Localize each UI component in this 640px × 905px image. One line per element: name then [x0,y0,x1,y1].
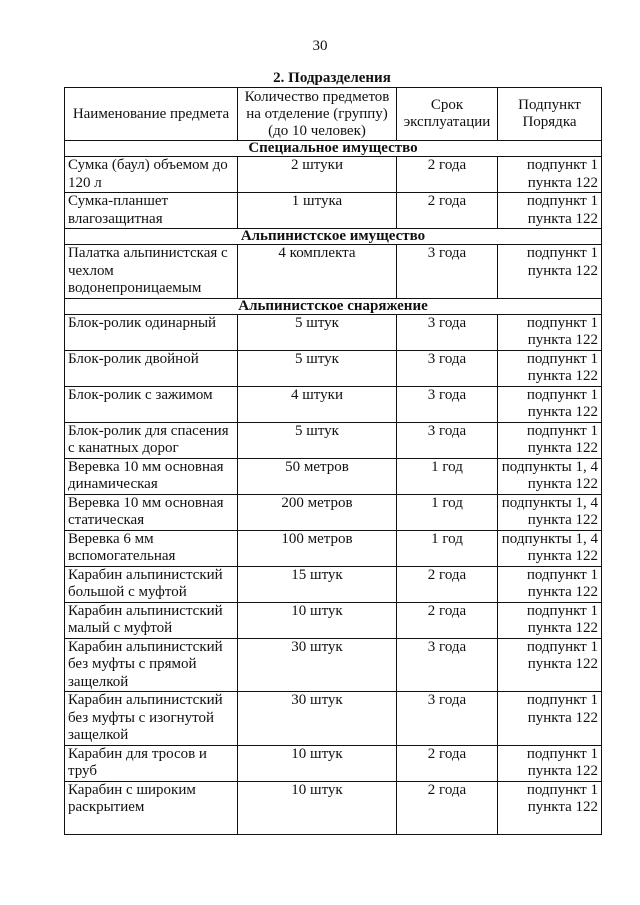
item-term: 1 год [397,530,498,566]
item-quantity: 4 комплекта [238,245,397,299]
equipment-table [64,87,602,835]
item-reference: подпункты 1, 4 пункта 122 [498,530,602,566]
item-name: Карабин с широким раскрытием [65,781,238,834]
item-quantity: 5 штук [238,350,397,386]
item-name: Сумка (баул) объемом до 120 л [65,157,238,193]
item-reference: подпункт 1 пункта 122 [498,566,602,602]
page-number: 30 [312,38,328,54]
item-name: Блок-ролик с зажимом [65,386,238,422]
item-name: Палатка альпинистская с чехлом водонепроницаемым [65,245,238,299]
table-row [65,245,602,299]
item-term: 3 года [397,350,498,386]
item-quantity: 5 штук [238,314,397,350]
table-row [65,530,602,566]
header-quantity: Количество предметов на отделение (группу) (до 10 человек) [238,88,397,141]
item-name: Веревка 10 мм основная статическая [65,494,238,530]
table-row [65,386,602,422]
table-row [65,692,602,746]
item-term: 3 года [397,245,498,299]
item-quantity: 4 штуки [238,386,397,422]
category-title: Специальное имущество [65,141,602,157]
table-row [65,602,602,638]
item-reference: подпункт 1 пункта 122 [498,692,602,746]
item-quantity: 5 штук [238,422,397,458]
item-term: 1 год [397,494,498,530]
item-term: 2 года [397,193,498,229]
header-term: Срок эксплуатации [397,88,498,141]
item-reference: подпункт 1 пункта 122 [498,350,602,386]
category-row [65,229,602,245]
item-reference: подпункт 1 пункта 122 [498,245,602,299]
item-name: Карабин альпинистский без муфты с прямой защелкой [65,638,238,692]
item-quantity: 1 штука [238,193,397,229]
category-title: Альпинистское имущество [65,229,602,245]
item-quantity: 10 штук [238,602,397,638]
header-name: Наименование предмета [65,88,238,141]
table-row [65,422,602,458]
table-row [65,458,602,494]
item-quantity: 15 штук [238,566,397,602]
item-quantity: 30 штук [238,638,397,692]
item-name: Сумка-планшет влагозащитная [65,193,238,229]
item-term: 1 год [397,458,498,494]
table-row [65,193,602,229]
item-name: Блок-ролик двойной [65,350,238,386]
item-reference: подпункт 1 пункта 122 [498,745,602,781]
item-reference: подпункт 1 пункта 122 [498,193,602,229]
category-row [65,141,602,157]
category-title: Альпинистское снаряжение [65,298,602,314]
header-reference: Подпункт Порядка [498,88,602,141]
item-name: Карабин альпинистский большой с муфтой [65,566,238,602]
table-row [65,566,602,602]
item-term: 2 года [397,157,498,193]
item-term: 3 года [397,314,498,350]
table-row [65,745,602,781]
item-name: Веревка 6 мм вспомогательная [65,530,238,566]
item-term: 2 года [397,781,498,834]
item-term: 3 года [397,422,498,458]
item-quantity: 100 метров [238,530,397,566]
item-term: 3 года [397,386,498,422]
item-quantity: 10 штук [238,745,397,781]
table-row [65,781,602,834]
table-row [65,638,602,692]
item-name: Карабин для тросов и труб [65,745,238,781]
item-quantity: 2 штуки [238,157,397,193]
item-name: Карабин альпинистский малый с муфтой [65,602,238,638]
item-quantity: 30 штук [238,692,397,746]
item-reference: подпункт 1 пункта 122 [498,422,602,458]
item-name: Карабин альпинистский без муфты с изогнутой защелкой [65,692,238,746]
table-row [65,350,602,386]
table-row [65,314,602,350]
item-name: Веревка 10 мм основная динамическая [65,458,238,494]
item-term: 2 года [397,602,498,638]
item-term: 3 года [397,692,498,746]
section-title: 2. Подразделения [273,70,391,86]
table-body [65,141,602,835]
table-row [65,494,602,530]
item-reference: подпункт 1 пункта 122 [498,638,602,692]
item-quantity: 10 штук [238,781,397,834]
item-quantity: 200 метров [238,494,397,530]
category-row [65,298,602,314]
item-term: 2 года [397,745,498,781]
item-reference: подпункт 1 пункта 122 [498,157,602,193]
item-term: 3 года [397,638,498,692]
item-reference: подпункт 1 пункта 122 [498,602,602,638]
item-reference: подпункты 1, 4 пункта 122 [498,458,602,494]
item-name: Блок-ролик для спасения с канатных дорог [65,422,238,458]
table-row [65,157,602,193]
item-quantity: 50 метров [238,458,397,494]
item-term: 2 года [397,566,498,602]
item-reference: подпункт 1 пункта 122 [498,314,602,350]
table-header-row [65,88,602,141]
item-reference: подпункты 1, 4 пункта 122 [498,494,602,530]
item-reference: подпункт 1 пункта 122 [498,781,602,834]
item-name: Блок-ролик одинарный [65,314,238,350]
item-reference: подпункт 1 пункта 122 [498,386,602,422]
